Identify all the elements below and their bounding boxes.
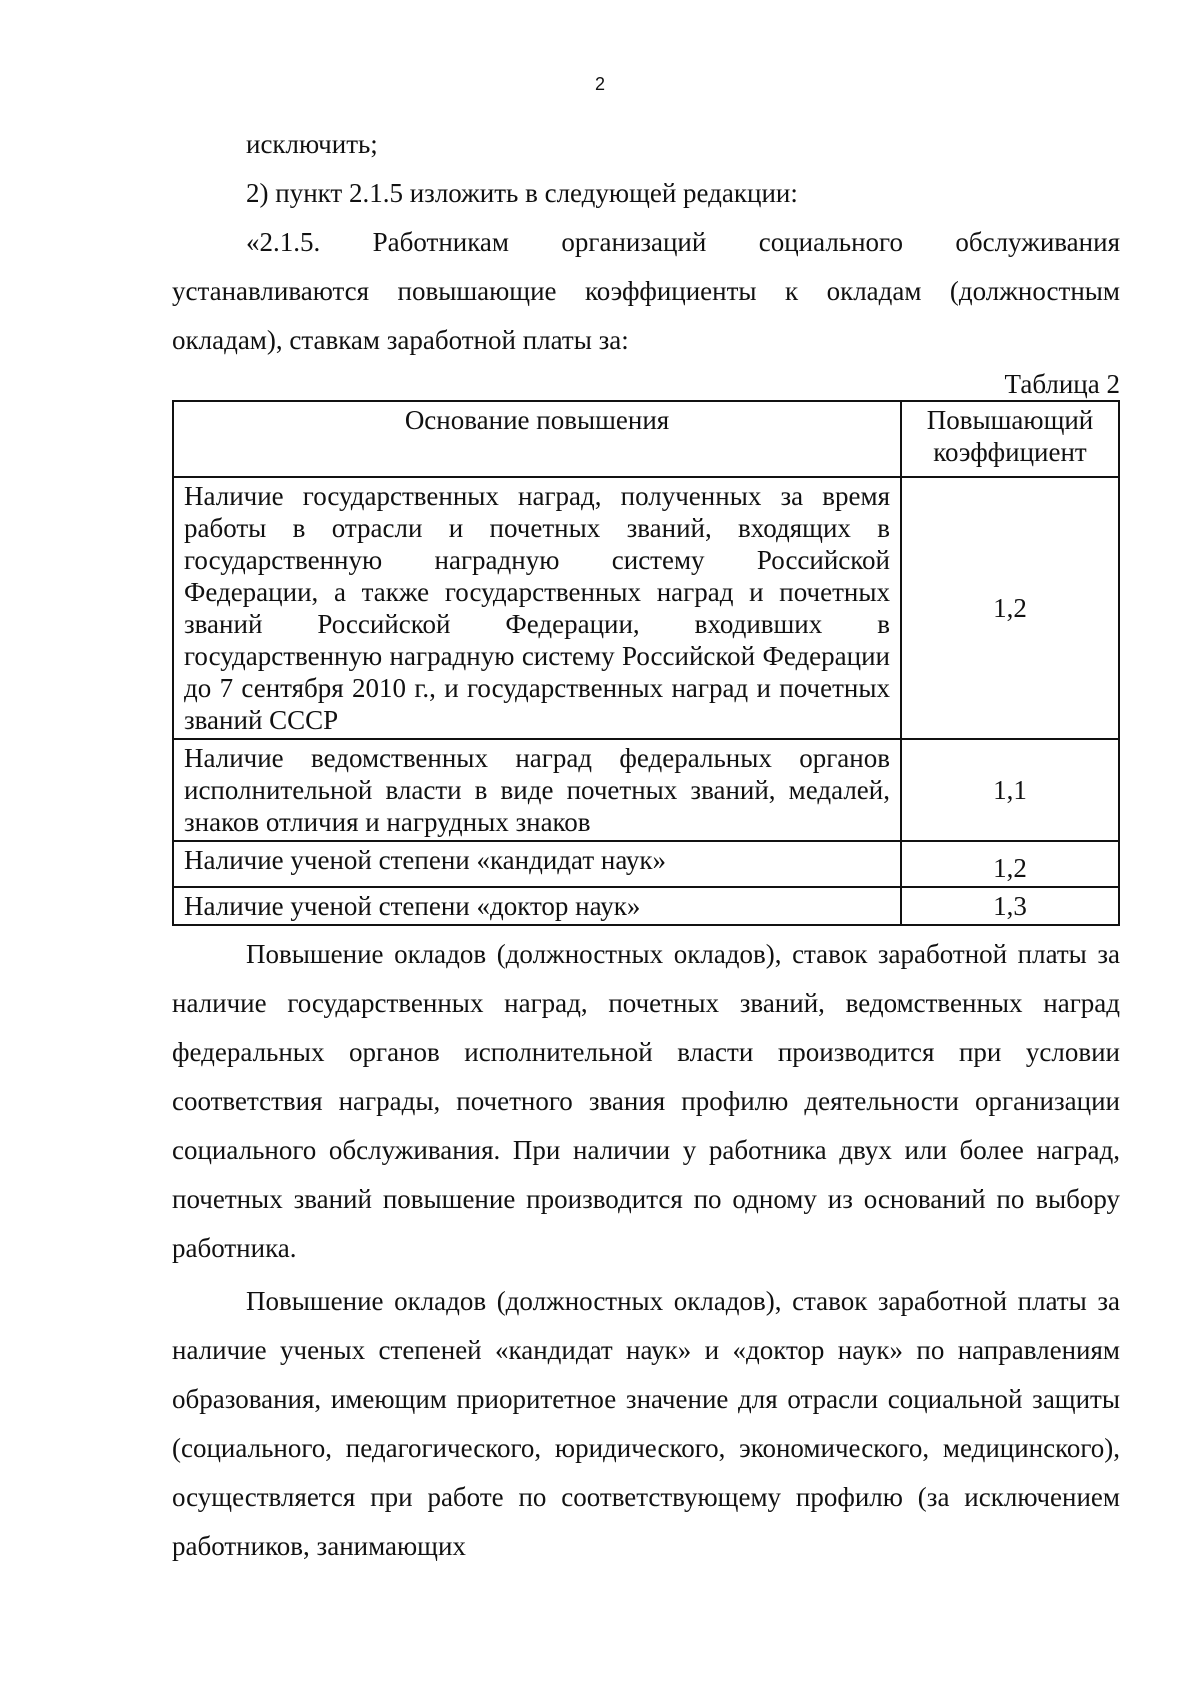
row-basis: Наличие ученой степени «доктор наук» [173, 887, 901, 925]
table-row [173, 841, 1119, 887]
row-basis: Наличие ведомственных наград федеральных органов исполнительной власти в виде почетных званий, медалей, знаков отличия и нагрудных знаков [173, 739, 901, 841]
table-row [173, 477, 1119, 739]
paragraph-degrees: Повышение окладов (должностных окладов), ставок заработной платы за наличие ученых степеней «кандидат наук» и «доктор наук» по направлениям образования, имеющим приоритетное значение для отрасли социальной защиты (социального, педагогического, юридического, экономического, медицинского), осуществляется при работе по соответствующему профилю (за исключением работников, занимающих [172, 1286, 1120, 1561]
row-basis: Наличие государственных наград, полученных за время работы в отрасли и почетных званий, входящих в государственную наградную систему Российской Федерации, а также государственных наград и почетных званий Российской Федерации, входивших в государственную наградную систему Российской Федерации до 7 сентября 2010 г., и государственных наград и почетных званий СССР [173, 477, 901, 739]
paragraph-awards: Повышение окладов (должностных окладов), ставок заработной платы за наличие государственных наград, почетных званий, ведомственных наград федеральных органов исполнительной власти производится при условии соответствия награды, почетного звания профилю деятельности организации социального обслуживания. При наличии у работника двух или более наград, почетных званий повышение производится по одному из оснований по выбору работника. [172, 939, 1120, 1263]
paragraph-item-2: 2) пункт 2.1.5 изложить в следующей редакции: [246, 178, 798, 208]
row-coefficient: 1,1 [901, 739, 1119, 841]
row-coefficient: 1,2 [901, 841, 1119, 887]
row-coefficient: 1,2 [901, 477, 1119, 739]
table-row [173, 739, 1119, 841]
row-coefficient: 1,3 [901, 887, 1119, 925]
coefficients-table [172, 400, 1120, 926]
paragraph-2-1-5: «2.1.5. Работникам организаций социального обслуживания устанавливаются повышающие коэффициенты к окладам (должностным окладам), ставкам заработной платы за: [172, 227, 1120, 355]
header-basis: Основание повышения [173, 401, 901, 477]
table-row [173, 887, 1119, 925]
document-body [172, 120, 1120, 1571]
table-header-row [173, 401, 1119, 477]
table-caption: Таблица 2 [1004, 369, 1120, 399]
row-basis: Наличие ученой степени «кандидат наук» [173, 841, 901, 887]
header-coefficient: Повышающий коэффициент [901, 401, 1119, 477]
paragraph-exclude: исключить; [246, 129, 378, 159]
page-number: 2 [594, 74, 605, 94]
